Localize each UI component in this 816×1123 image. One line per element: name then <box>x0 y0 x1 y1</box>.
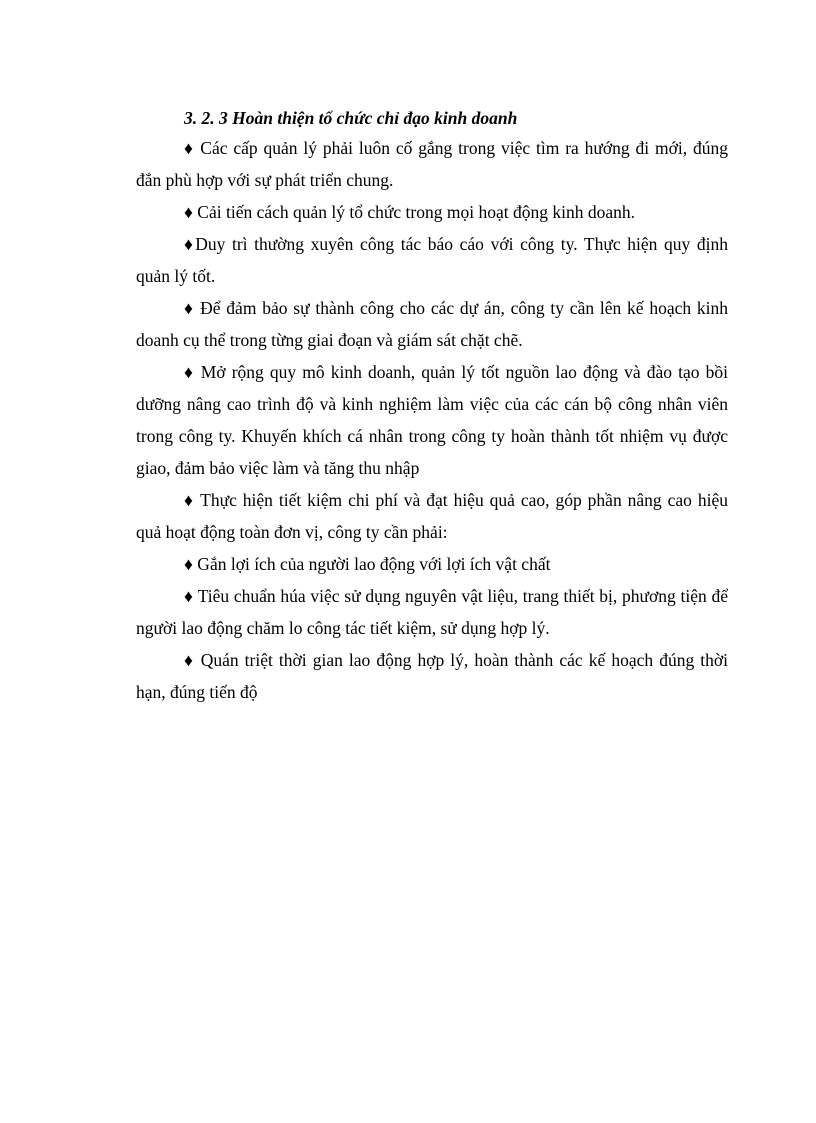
bullet-paragraph: ♦ Cải tiến cách quản lý tổ chức trong mọi hoạt động kinh doanh. <box>184 202 635 222</box>
bullet-paragraph: ♦ Để đảm bảo sự thành công cho các dự án, công ty cần lên kế hoạch kinh doanh cụ thể trong từng giai đoạn và giám sát chặt chẽ. <box>136 298 728 350</box>
bullet-paragraph: ♦ Mở rộng quy mô kinh doanh, quản lý tốt nguồn lao động và đào tạo bồi dưỡng nâng cao trình độ và kinh nghiệm làm việc của các cán bộ công nhân viên trong công ty. Khuyến khích cá nhân trong công ty hoàn thành tốt nhiệm vụ được giao, đảm bảo việc làm và tăng thu nhập <box>136 362 728 478</box>
bullet-paragraph: ♦ Tiêu chuẩn húa việc sử dụng nguyên vật liệu, trang thiết bị, phương tiện để người lao động chăm lo công tác tiết kiệm, sử dụng hợp lý. <box>136 586 728 638</box>
bullet-paragraph: ♦ Các cấp quản lý phải luôn cố gắng trong việc tìm ra hướng đi mới, đúng đắn phù hợp với sự phát triển chung. <box>136 138 728 190</box>
bullet-paragraph: ♦ Thực hiện tiết kiệm chi phí và đạt hiệu quả cao, góp phần nâng cao hiệu quả hoạt động toàn đơn vị, công ty cần phải: <box>136 490 728 542</box>
document-body <box>136 104 728 708</box>
bullet-paragraph: ♦ Gắn lợi ích của người lao động với lợi ích vật chất <box>184 554 551 574</box>
section-heading: 3. 2. 3 Hoàn thiện tổ chức chỉ đạo kinh doanh <box>184 108 518 128</box>
bullet-paragraph: ♦Duy trì thường xuyên công tác báo cáo với công ty. Thực hiện quy định quản lý tốt. <box>136 234 728 286</box>
bullet-paragraph: ♦ Quán triệt thời gian lao động hợp lý, hoàn thành các kế hoạch đúng thời hạn, đúng tiến độ <box>136 650 728 702</box>
